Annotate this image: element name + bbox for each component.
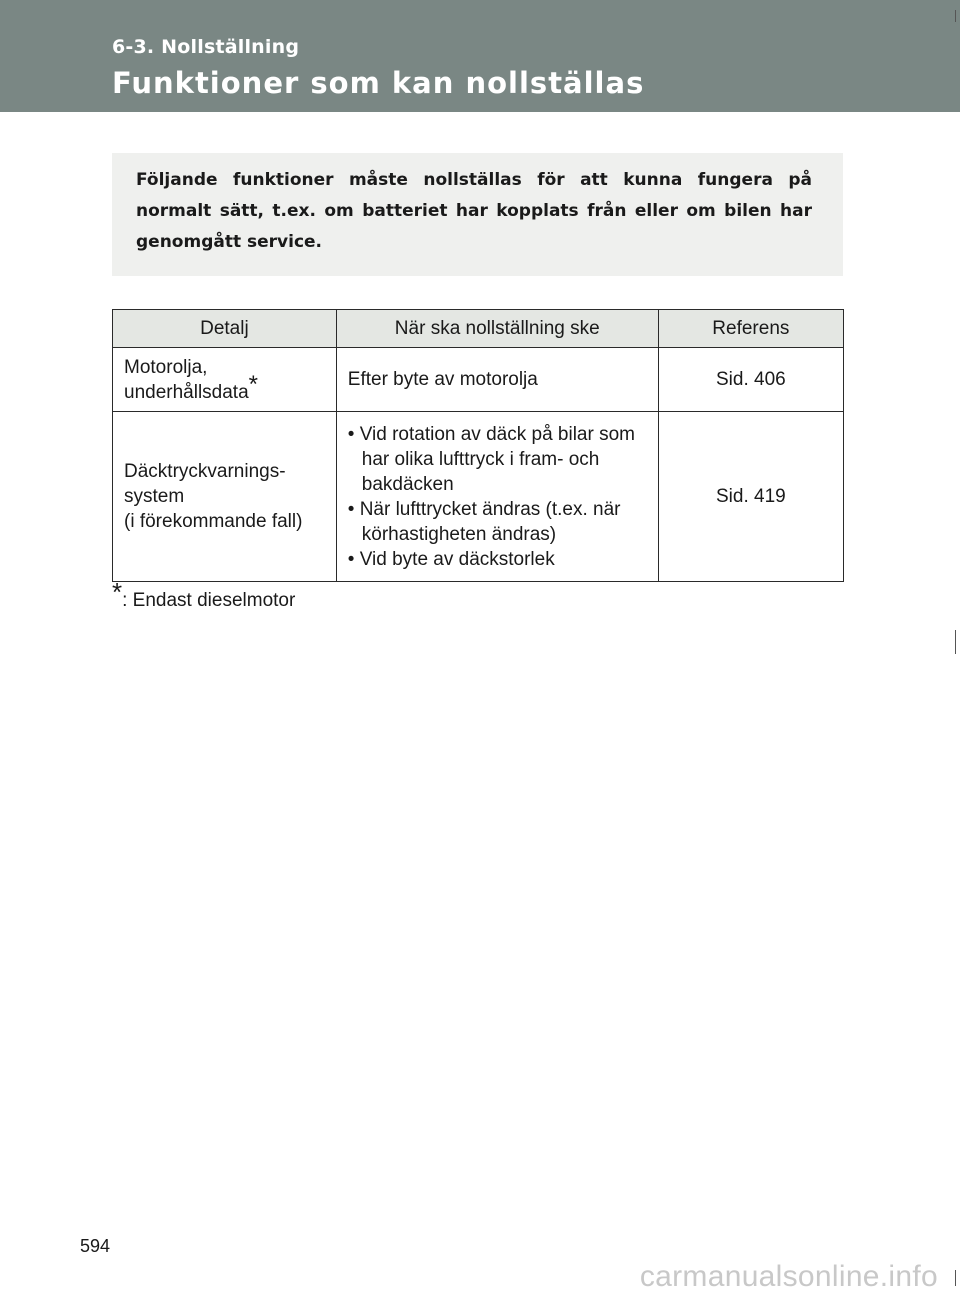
intro-text: Följande funktioner måste nollställas för att kunna fungera på normalt sätt, t.ex. om batteriet har kopplats från eller om bilen har genomgått service. — [136, 170, 812, 252]
page-number: 594 — [80, 1236, 111, 1256]
detail-cell — [113, 412, 337, 582]
watermark: carmanualsonline.info — [639, 1260, 938, 1293]
reference-cell: Sid. 419 — [658, 412, 843, 582]
footnote-marker: * — [248, 370, 258, 398]
detail-cell — [113, 348, 337, 412]
when-cell — [336, 412, 658, 582]
when-cell: Efter byte av motorolja — [336, 348, 658, 412]
page-title: Funktioner som kan nollställas — [112, 66, 645, 100]
chapter-header — [0, 0, 960, 112]
column-header-detail: Detalj — [113, 310, 337, 348]
bullet-item: • Vid byte av däckstorlek — [347, 548, 555, 570]
intro-box — [112, 153, 843, 276]
crop-mark — [955, 630, 956, 654]
detail-text: system — [124, 486, 185, 507]
footnote-text: : Endast dieselmotor — [122, 590, 296, 611]
detail-text: (i förekommande fall) — [124, 511, 303, 532]
bullet-item: • Vid rotation av däck på bilar som har olika lufttryck i fram- och bakdäcken — [347, 423, 635, 495]
table-row — [113, 412, 844, 582]
table-row — [113, 348, 844, 412]
table-header-row — [113, 310, 844, 348]
crop-mark — [955, 1270, 956, 1286]
reference-cell: Sid. 406 — [658, 348, 843, 412]
bullet-item: • När lufttrycket ändras (t.ex. när körhastigheten ändras) — [347, 498, 621, 545]
reset-functions-table — [112, 309, 844, 582]
section-label: 6-3. Nollställning — [112, 36, 300, 58]
crop-mark — [955, 10, 956, 22]
detail-text: Motorolja, — [124, 356, 208, 378]
column-header-reference: Referens — [658, 310, 843, 348]
detail-text: Däcktryckvarnings- — [124, 461, 286, 482]
detail-text: underhållsdata — [124, 381, 249, 403]
footnote — [112, 577, 296, 613]
footnote-marker: * — [112, 577, 123, 607]
column-header-when: När ska nollställning ske — [336, 310, 658, 348]
